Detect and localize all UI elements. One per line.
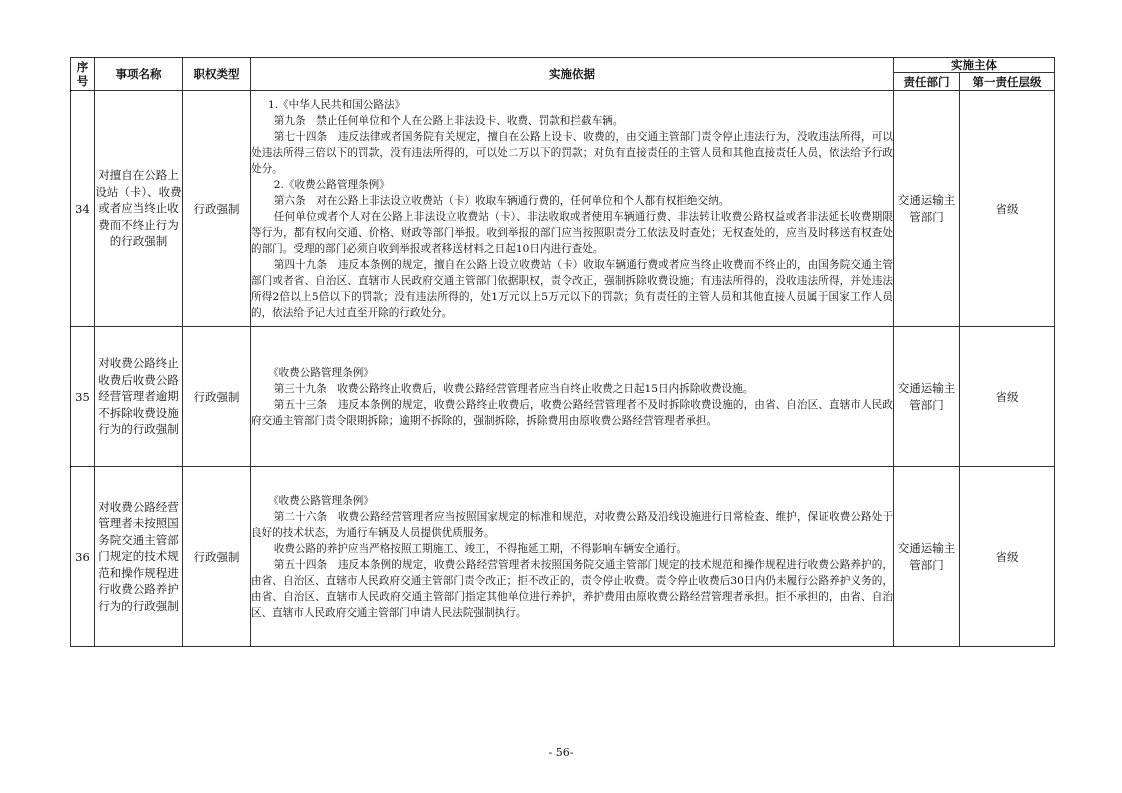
header-name: 事项名称: [95, 58, 183, 91]
row-name: 对收费公路终止收费后收费公路经营管理者逾期不拆除收费设施行为的行政强制: [95, 327, 183, 467]
basis-paragraph: 第五十三条 违反本条例的规定，收费公路终止收费后，收费公路经营管理者不及时拆除收费设施的，由省、自治区、直辖市人民政府交通主管部门责令限期拆除；逾期不拆除的，强制拆除，拆除费用由原收费公路经营管理者承担。: [251, 398, 893, 427]
row-idx: 35: [71, 327, 95, 467]
header-dept: 责任部门: [894, 73, 960, 91]
row-level: 省级: [960, 91, 1055, 327]
header-type: 职权类型: [183, 58, 251, 91]
row-type: 行政强制: [183, 327, 251, 467]
header-basis: 实施依据: [251, 58, 894, 91]
row-type: 行政强制: [183, 467, 251, 647]
basis-paragraph: 《收费公路管理条例》: [267, 494, 374, 507]
basis-paragraph: 《收费公路管理条例》: [267, 366, 374, 379]
row-basis: [251, 327, 894, 467]
row-type: 行政强制: [183, 91, 251, 327]
basis-paragraph: 第三十九条 收费公路终止收费后，收费公路经营管理者应当自终止收费之日起15日内拆除收费设施。: [273, 382, 754, 395]
basis-paragraph: 第七十四条 违反法律或者国务院有关规定，擅自在公路上设卡、收费的，由交通主管部门责令停止违法行为，没收违法所得，可以处违法所得三倍以下的罚款，没有违法所得的，可以处二万以下的罚款；对负有直接责任的主管人员和其他直接责任人员，依法给予行政处分。: [251, 130, 893, 175]
basis-paragraph: 第二十六条 收费公路经营管理者应当按照国家规定的标准和规范，对收费公路及沿线设施进行日常检查、维护，保证收费公路处于良好的技术状态，为通行车辆及人员提供优质服务。: [251, 510, 893, 539]
row-dept: 交通运输主管部门: [894, 91, 960, 327]
row-name: 对擅自在公路上设站（卡）、收费或者应当终止收费而不终止行为的行政强制: [95, 91, 183, 327]
row-level: 省级: [960, 467, 1055, 647]
basis-paragraph: 第四十九条 违反本条例的规定，擅自在公路上设立收费站（卡）收取车辆通行费或者应当终止收费而不终止的，由国务院交通主管部门或者省、自治区、直辖市人民政府交通主管部门依据职权，责令改正，强制拆除收费设施；有违法所得的，没收违法所得，并处违法所得2倍以上5倍以下的罚款；没有违法所得的，处1万元以上5万元以下的罚款；负有责任的主管人员和其他直接人员属于国家工作人员的，依法给予记大过直至开除的行政处分。: [251, 258, 893, 319]
page-number: - 56-: [548, 746, 574, 759]
row-dept: 交通运输主管部门: [894, 327, 960, 467]
basis-paragraph: 收费公路的养护应当严格按照工期施工、竣工，不得拖延工期，不得影响车辆安全通行。: [273, 542, 687, 555]
basis-paragraph: 第五十四条 违反本条例的规定，收费公路经营管理者未按照国务院交通主管部门规定的技术规范和操作规程进行收费公路养护的，由省、自治区、直辖市人民政府交通主管部门责令改正；拒不改正的，责令停止收费。责令停止收费后30日内仍未履行公路养护义务的，由省、自治区、直辖市人民政府交通主管部门指定其他单位进行养护，养护费用由原收费公路经营管理者承担。拒不承担的，由省、自治区、直辖市人民政府交通主管部门申请人民法院强制执行。: [251, 558, 893, 619]
header-subject: 实施主体: [894, 58, 1055, 73]
header-level: 第一责任层级: [960, 73, 1055, 91]
row-level: 省级: [960, 327, 1055, 467]
row-basis: [251, 467, 894, 647]
table-row: [71, 91, 1055, 327]
row-name: 对收费公路经营管理者未按照国务院交通主管部门规定的技术规范和操作规程进行收费公路养护行为的行政强制: [95, 467, 183, 647]
basis-paragraph: 第六条 对在公路上非法设立收费站（卡）收取车辆通行费的，任何单位和个人都有权拒绝交纳。: [273, 194, 730, 207]
table-row: [71, 467, 1055, 647]
items-table: [70, 57, 1055, 647]
basis-paragraph: 任何单位或者个人对在公路上非法设立收费站（卡）、非法收取或者使用车辆通行费、非法转让收费公路权益或者非法延长收费期限等行为，都有权向交通、价格、财政等部门举报。收到举报的部门应当按照职责分工依法及时查处；无权查处的，应当及时移送有权查处的部门。受理的部门必须自收到举报或者移送材料之日起10日内进行查处。: [251, 210, 893, 255]
basis-paragraph: 1.《中华人民共和国公路法》: [267, 98, 406, 111]
row-basis: [251, 91, 894, 327]
basis-paragraph: 2.《收费公路管理条例》: [273, 178, 390, 191]
table-row: [71, 327, 1055, 467]
row-idx: 34: [71, 91, 95, 327]
row-dept: 交通运输主管部门: [894, 467, 960, 647]
row-idx: 36: [71, 467, 95, 647]
header-idx: 序号: [71, 58, 95, 91]
basis-paragraph: 第九条 禁止任何单位和个人在公路上非法设卡、收费、罚款和拦截车辆。: [273, 114, 624, 127]
